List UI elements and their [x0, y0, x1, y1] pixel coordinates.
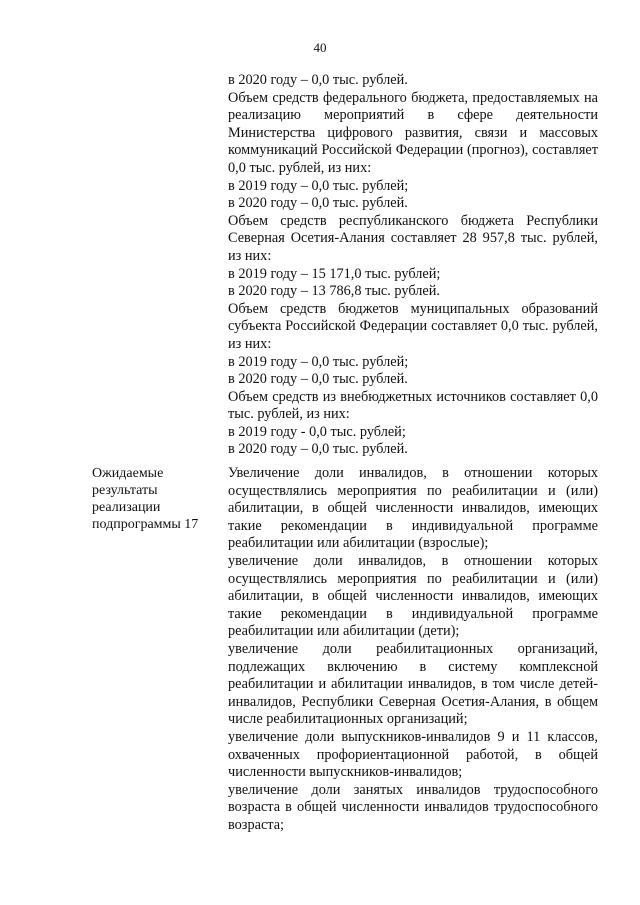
funding-line: в 2020 году – 0,0 тыс. рублей. — [228, 72, 408, 88]
funding-line: в 2020 году – 0,0 тыс. рублей. — [228, 441, 408, 458]
funding-paragraph: Объем средств бюджетов муниципальных образований субъекта Российской Федерации составляет 0,0 тыс. рублей, из них: — [228, 300, 598, 352]
funding-text-block — [228, 72, 598, 459]
result-item: увеличение доли инвалидов, в отношении которых осуществлялись мероприятия по реабилитации и (или) абилитации, в общей численности инвалидов, имеющих такие рекомендации в индивидуальной программе реабилитации или абилитации (дети); — [228, 552, 598, 640]
page-number: 40 — [313, 40, 327, 55]
funding-line: в 2019 году - 0,0 тыс. рублей; — [228, 423, 406, 440]
funding-line: в 2019 году – 0,0 тыс. рублей; — [228, 177, 409, 194]
section-label: Ожидаемые результаты реализации подпрограммы 17 — [92, 466, 199, 532]
result-item: увеличение доли реабилитационных организаций, подлежащих включению в систему комплексной реабилитации и абилитации инвалидов, в том числе детей-инвалидов, Республики Северная Осетия-Алания, в общем числе реабилитационных организаций; — [228, 640, 598, 728]
funding-paragraph: Объем средств из внебюджетных источников составляет 0,0 тыс. рублей, из них: — [228, 388, 598, 423]
section-content — [228, 465, 598, 834]
funding-paragraph: Объем средств федерального бюджета, предоставляемых на реализацию мероприятий в сфере деятельности Министерства цифрового развития, связи и массовых коммуникаций Российской Федерации (прогноз), составляет 0,0 тыс. рублей, из них: — [228, 89, 598, 176]
result-item: увеличение доли занятых инвалидов трудоспособного возраста в общей численности инвалидов трудоспособного возраста; — [228, 781, 598, 833]
funding-line: в 2020 году – 0,0 тыс. рублей. — [228, 195, 408, 212]
result-item: увеличение доли выпускников-инвалидов 9 и 11 классов, охваченных профориентационной работой, в общей численности выпускников-инвалидов; — [228, 728, 598, 781]
funding-line: в 2020 году – 0,0 тыс. рублей. — [228, 371, 408, 388]
result-item: Увеличение доли инвалидов, в отношении которых осуществлялись мероприятия по реабилитации и (или) абилитации, в общей численности инвалидов, имеющих такие рекомендации в индивидуальной программе реабилитации или абилитации (взрослые); — [228, 465, 598, 552]
funding-paragraph: Объем средств республиканского бюджета Республики Северная Осетия-Алания составляет 28 957,8 тыс. рублей, из них: — [228, 212, 598, 264]
funding-line: в 2020 году – 13 786,8 тыс. рублей. — [228, 283, 440, 300]
funding-line: в 2019 году – 0,0 тыс. рублей; — [228, 353, 409, 370]
funding-line: в 2019 году – 15 171,0 тыс. рублей; — [228, 265, 441, 282]
